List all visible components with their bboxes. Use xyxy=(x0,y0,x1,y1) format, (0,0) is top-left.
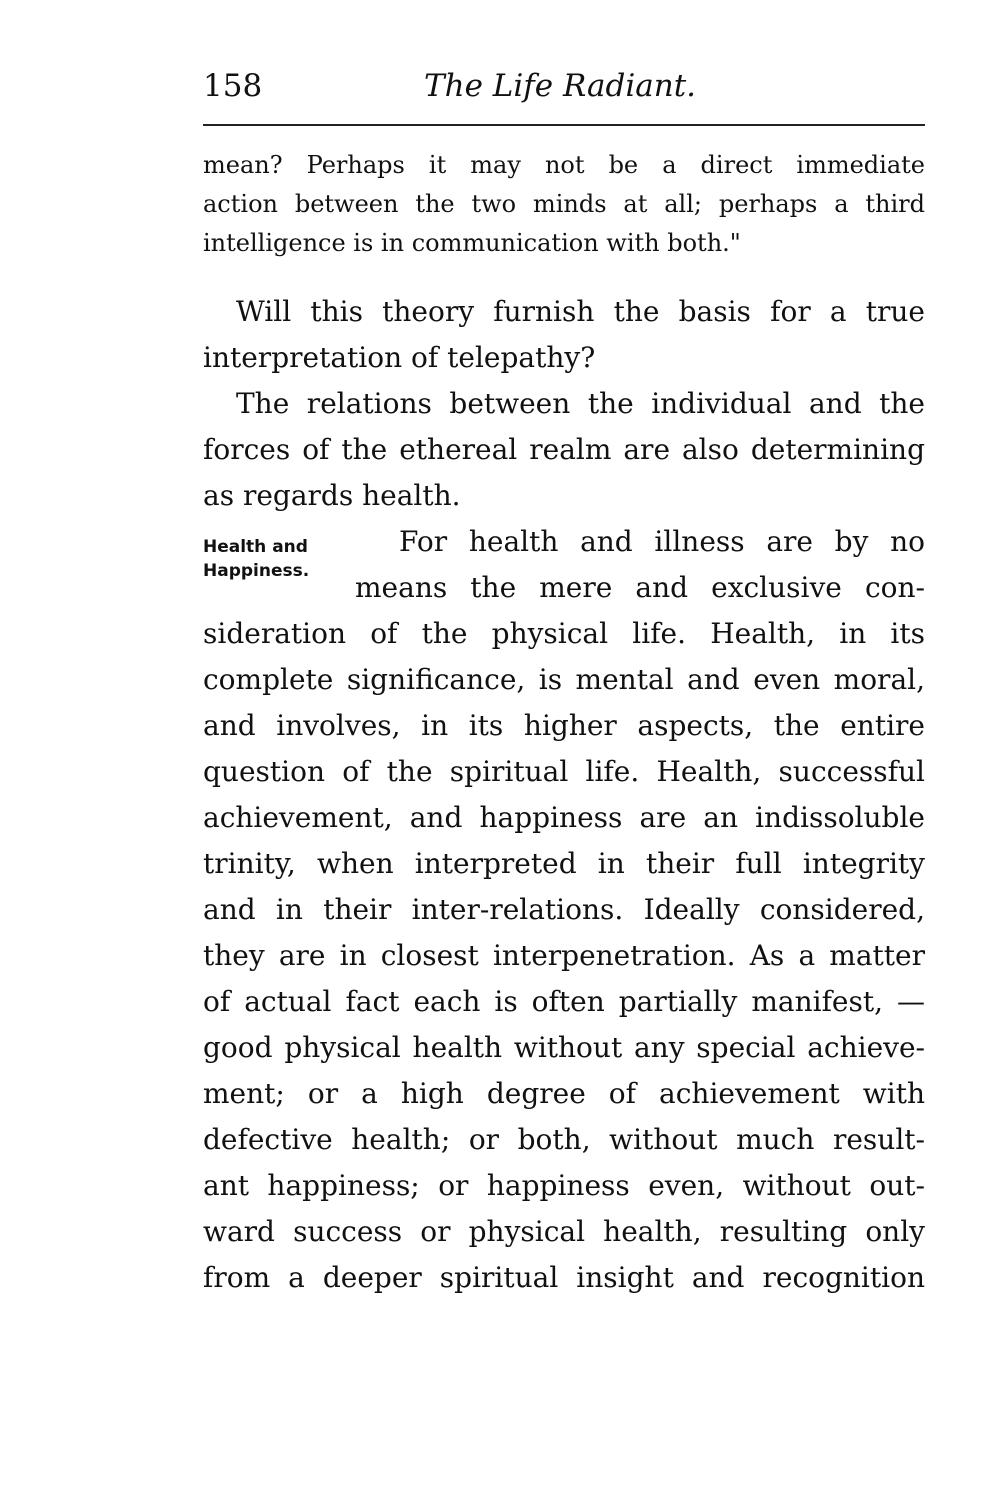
body-text xyxy=(203,289,925,1301)
sidenote-adjacent-text xyxy=(355,519,925,611)
sidenote-line: Health and xyxy=(203,537,308,557)
text-line: means the mere and exclusive con- xyxy=(355,571,925,604)
text-line: sideration of the physical life. Health, in its xyxy=(203,617,925,650)
text-line: defective health; or both, without much result- xyxy=(203,1123,925,1156)
running-title: The Life Radiant. xyxy=(423,68,697,104)
page-number: 158 xyxy=(203,68,263,104)
text-line: achievement, and happiness are an indissoluble xyxy=(203,801,925,834)
sidenote-row xyxy=(203,519,925,611)
text-line: they are in closest interpenetration. As a matter xyxy=(203,939,925,972)
paragraph-relations xyxy=(203,381,925,519)
sidenote-line: Happiness. xyxy=(203,561,310,581)
text-line: Will this theory furnish the basis for a true xyxy=(236,295,925,328)
text-line: The relations between the individual and the xyxy=(236,387,925,420)
quote-line: action between the two minds at all; perhaps a third xyxy=(203,190,925,218)
text-line: complete significance, is mental and even moral, xyxy=(203,663,925,696)
header-rule xyxy=(203,124,925,126)
text-line: question of the spiritual life. Health, successful xyxy=(203,755,925,788)
quote-line: mean? Perhaps it may not be a direct immediate xyxy=(203,151,925,179)
text-line: good physical health without any special achieve- xyxy=(203,1031,925,1064)
text-line: and involves, in its higher aspects, the entire xyxy=(203,709,925,742)
text-line: forces of the ethereal realm are also determining xyxy=(203,433,925,466)
quote-line: intelligence is in communication with both." xyxy=(203,229,741,257)
text-line: For health and illness are by no xyxy=(399,525,925,558)
text-line: and in their inter-relations. Ideally considered, xyxy=(203,893,925,926)
text-line: ment; or a high degree of achievement with xyxy=(203,1077,925,1110)
text-line: trinity, when interpreted in their full integrity xyxy=(203,847,925,880)
text-line: of actual fact each is often partially manifest, — xyxy=(203,985,925,1018)
text-line: ant happiness; or happiness even, without out- xyxy=(203,1169,925,1202)
margin-sidenote xyxy=(203,535,309,583)
quote-block xyxy=(203,146,925,263)
text-line: ward success or physical health, resulting only xyxy=(203,1215,925,1248)
paragraph-telepathy xyxy=(203,289,925,381)
paragraph-health xyxy=(203,519,925,1301)
text-line: from a deeper spiritual insight and recognition xyxy=(203,1261,925,1294)
text-line: as regards health. xyxy=(203,479,461,512)
text-line: interpretation of telepathy? xyxy=(203,341,596,374)
